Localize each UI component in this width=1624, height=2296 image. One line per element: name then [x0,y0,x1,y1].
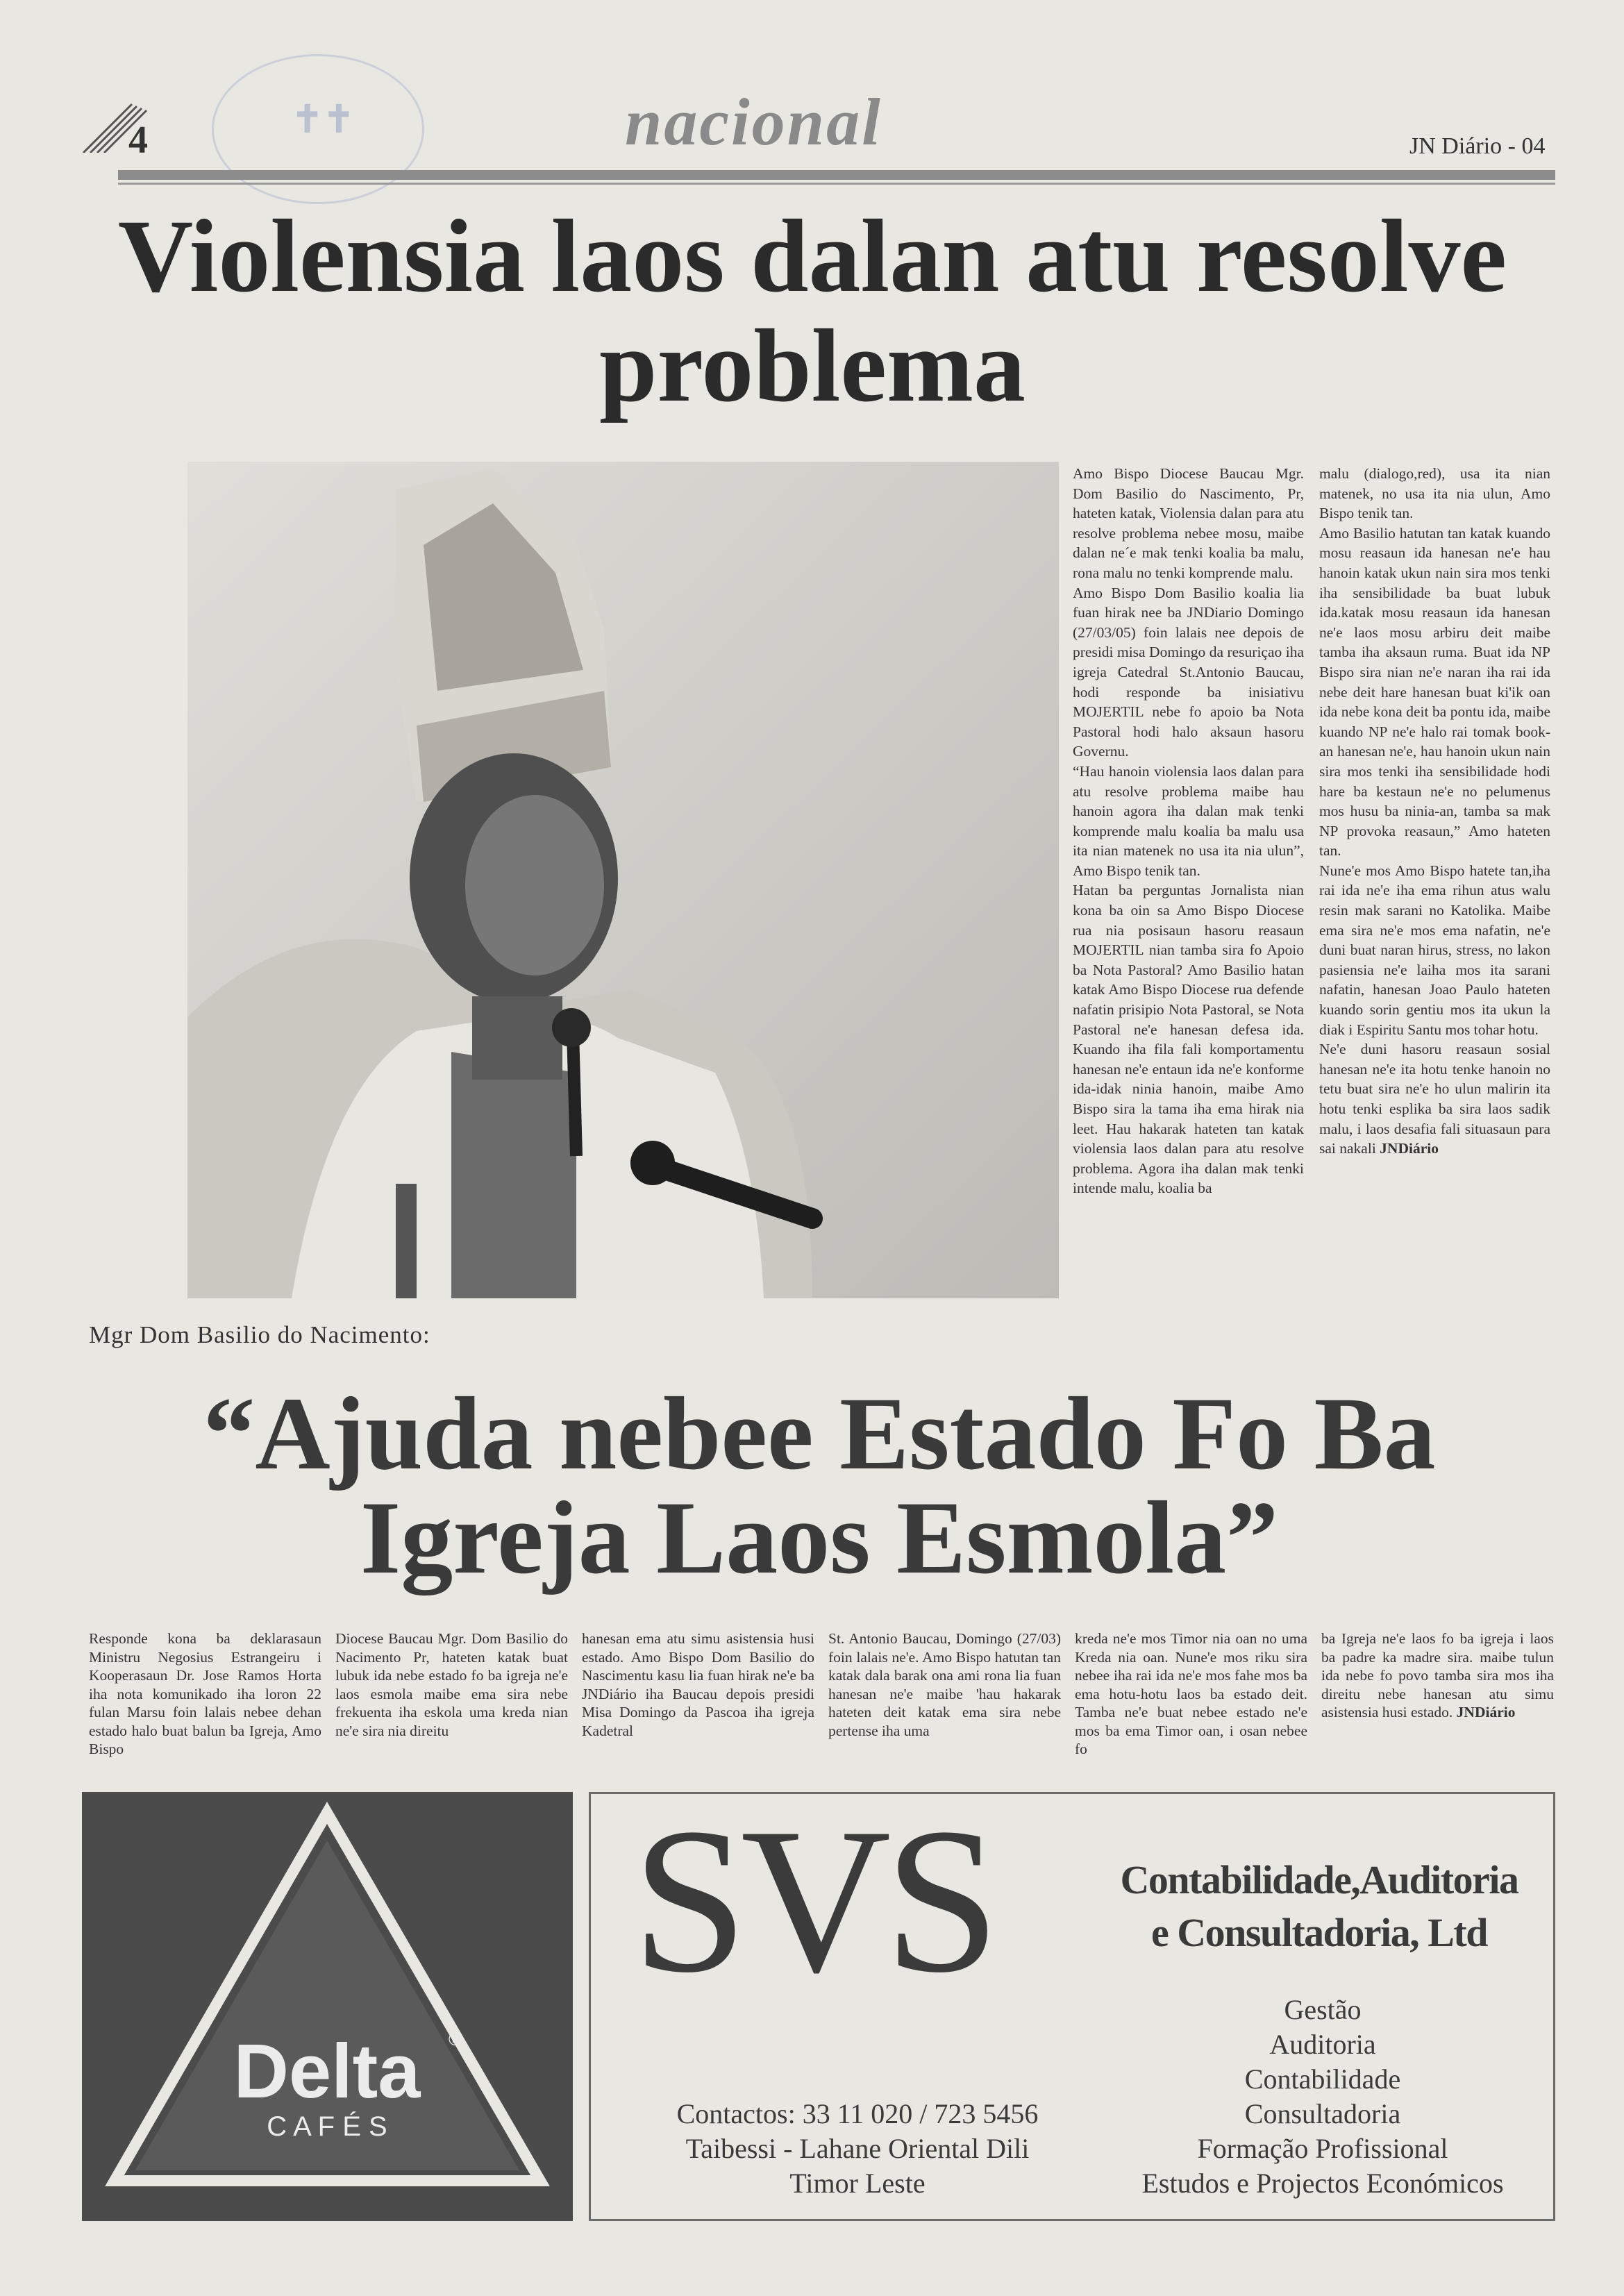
svs-service: Consultadoria [1244,2098,1401,2129]
svs-contact-line: Taibessi - Lahane Oriental Dili [685,2133,1030,2164]
svs-contact-line: Contactos: 33 11 020 / 723 5456 [676,2098,1039,2129]
article2-headline: “Ajuda nebee Estado Fo Ba Igreja Laos Esmola” [203,1376,1436,1595]
svs-service: Gestão [1284,1994,1362,2025]
article-headline: Violensia laos dalan atu resolve problema [117,199,1507,424]
svs-title-line: Contabilidade,Auditoria [1120,1857,1518,1902]
article-text: Ne'e duni hasoru reasaun sosial hanesan ne'e ita hotu tenke hanoin no tetu buat sira ne'e ho ulun malirin ita hotu tenki esplika ba sira laos sadik malu, i laos desafia fali situasaun para sai nakali [1319,1041,1550,1157]
article-signature: JNDiário [1380,1140,1439,1157]
delta-registered-mark: ® [449,2029,462,2050]
article-paragraph: “Hau hanoin violensia laos dalan para atu resolve problema maibe hau hanoin agora iha dalan mak tenki komprende malu koalia ba malu usa ita nian matenek no usa ita nia ulun”, Amo Bispo tenik tan. [1073,762,1304,879]
svs-company-name [1083,1854,1555,1959]
article2-kicker: Mgr Dom Basilio do Nacimento: [89,1321,430,1348]
article2-column [1321,1629,1554,1722]
article2-text: ba Igreja ne'e laos fo ba igreja i laos ba padre ka madre sira. maibe tulun ida nebe fo povo tamba sira mos iha direitu nebe hanesan atu simu asistensia husi estado. [1321,1630,1554,1720]
svs-services-list [1125,1993,1521,2201]
delta-brand-logo: Delta [233,2029,421,2114]
article-column-2 [1319,464,1550,1159]
svs-logo: SVS [632,1785,994,2016]
svs-service: Formação Profissional [1197,2133,1448,2164]
article-paragraph: Amo Bispo Diocese Baucau Mgr. Dom Basilio do Nascimento, Pr, hateten katak, Violensia dalan para atu resolve problema nebee mosu, maibe dalan ne´e mak tenki koalia ba malu, rona malu no tenki komprende malu. [1073,465,1304,581]
issue-label: JN Diário - 04 [1409,133,1546,159]
article-paragraph: Amo Basilio hatutan tan katak kuando mosu reasaun ida hanesan ne'e hau hanoin katak ukun nain sira mos tenki iha sensibilidade ba buat lubuk ida.katak mosu reasaun ida hanesan ne'e laos mosu arbiru deit maibe tamba iha aksaun ruma. Buat ida NP Bispo sira nian ne'e naran iha rai ida nebe deit hare hanesan buat ki'ik oan ida nebe kona deit ba pontu ida, maibe kuando NP ne'e halo rai tomak book-an hanesan ne'e, hau hanoin ukun nain sira mos tenki iha sensibilidade hodi hare ba kestaun ne'e no pelumenus mos husu ba ninia-an, tamba sa mak NP provoka reasaun,” Amo hateten tan. [1319,524,1550,860]
page-number: 4 [128,119,148,162]
delta-cafes-ad [82,1792,573,2221]
stamp-cross-mark: ✝✝ [292,99,355,140]
article2-signature: JNDiário [1456,1704,1516,1720]
header-rule [118,170,1555,180]
article2-column: hanesan ema atu simu asistensia husi estado. Amo Bispo Dom Basilio do Nascimentu kasu lia fuan hirak ne'e ba JNDiário iha Baucau depois presidi Misa Domingo da Pascoa iha igreja Kadetral [582,1630,814,1739]
svs-service: Auditoria [1269,2029,1376,2060]
bishop-photo [187,462,1059,1298]
svs-service: Estudos e Projectos Económicos [1141,2168,1504,2199]
svs-contact [625,2097,1090,2201]
article-paragraph: Amo Bispo Dom Basilio koalia lia fuan hirak nee ba JNDiario Domingo (27/03/05) foin lalais nee depois de presidi misa Domingo da resuriçao iha igreja Catedral St.Antonio Baucau, hodi responde ba inisiativu MOJERTIL nebe fo apoio ba Nota Pastoral hodi halo aksaun hasoru Governu. [1073,584,1304,760]
delta-sub-label: C A F É S [267,2111,387,2142]
article-paragraph: Hatan ba perguntas Jornalista nian kona ba oin sa Amo Bispo Diocese rua nia posisaun hasoru reasaun MOJERTIL nian tamba sira fo Apoio ba Nota Pastoral? Amo Basilio hatan katak Amo Bispo Diocese rua defende nafatin prisipio Nota Pastoral, se Nota Pastoral ne'e hanesan defesa ida. Kuando iha fila fali komportamentu hanesan ne'e entaun ida ne'e konforme ida-idak ninia hanoin, maibe Amo Bispo sira la tama iha ema hirak nia leet. Hau hakarak hateten tan katak violensia laos dalan para atu resolve problema. Agora iha dalan mak tenki intende malu, koalia ba [1073,882,1304,1197]
article2-column: kreda ne'e mos Timor nia oan no uma Kreda nia oan. Nune'e mos riku sira nebee iha rai ida ne'e mos fahe mos ba ema hotu-hotu laos ba estado deit. Tamba ne'e buat nebee estado ne'e mos ba ema Timor oan, i osan nebee fo [1075,1630,1307,1757]
svs-title-line: e Consultadoria, Ltd [1150,1910,1487,1955]
header-rule-thin [118,183,1555,185]
article2-column: Responde kona ba deklarasaun Ministru Negosius Estrangeiru i Kooperasaun Dr. Jose Ramos Horta iha nota komunikado iha loron 22 fulan Marsu foin lalais nebee dehan estado halo buat balun ba Igreja, Amo Bispo [89,1630,321,1757]
article-paragraph [1319,1039,1550,1159]
svs-contact-line: Timor Leste [789,2168,926,2199]
article-paragraph: malu (dialogo,red), usa ita nian matenek, no usa ita nia ulun, Amo Bispo tenik tan. [1319,465,1550,522]
article2-column: St. Antonio Baucau, Domingo (27/03) foin lalais ne'e. Amo Bispo hatutan tan katak dala barak ona ami rona lia fuan hanesan ne'e maibe 'hau hakarak hateten deit katak ema sira nebe pertense iha uma [828,1630,1061,1739]
article-column-1 [1073,464,1304,1198]
svs-service: Contabilidade [1244,2063,1401,2095]
article2-column: Diocese Baucau Mgr. Dom Basilio do Nacimento Pr, hateten katak buat lubuk ida nebe estado fo ba igreja ne'e laos esmola maibe ema sira nebe frekuenta iha eskola uma kreda nian ne'e sira nia direitu [335,1630,568,1739]
article-paragraph: Nune'e mos Amo Bispo hatete tan,iha rai ida ne'e iha ema rihun atus walu resin mak sarani no Katolika. Maibe ema sira ne'e mos ema nafatin, ne'e duni buat naran hirus, stress, no lakon pasiensia ne'e laiha mos ita sarani nafatin, hanesan Joao Paulo hateten kuando sorin gentiu mos ita ukun la diak i Espiritu Santu mos tohar hotu. [1319,862,1550,1038]
section-title: nacional [625,85,882,159]
